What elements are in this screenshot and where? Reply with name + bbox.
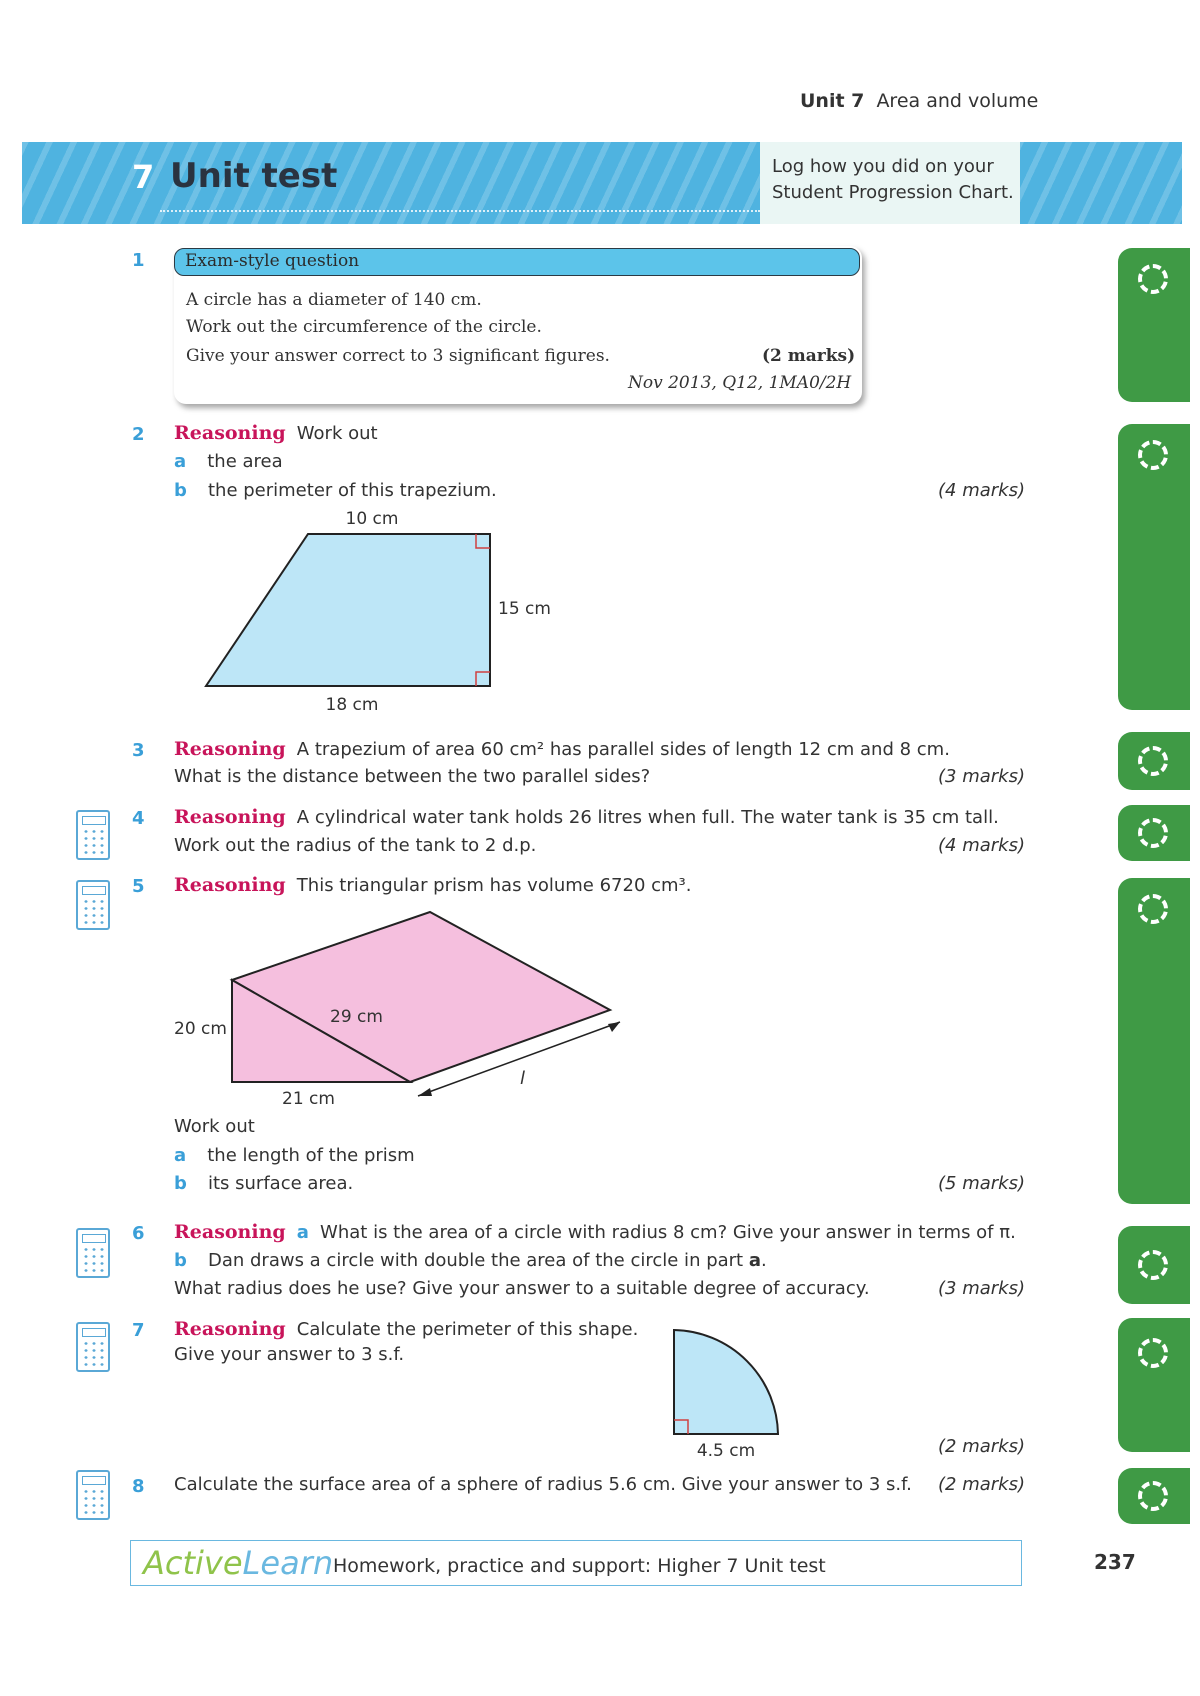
- q6-marks: (3 marks): [938, 1278, 1025, 1299]
- prism-diagram: [170, 904, 640, 1114]
- part-text: the perimeter of this trapezium.: [207, 480, 497, 501]
- side-tab-q2: [1118, 424, 1190, 710]
- q4-stem: [174, 806, 999, 828]
- q2-marks: (4 marks): [938, 480, 1025, 501]
- q5-work-out: Work out: [174, 1116, 255, 1137]
- q1-line1: A circle has a diameter of 140 cm.: [186, 290, 482, 310]
- part-label: a: [296, 1222, 309, 1243]
- top-length-label: 10 cm: [345, 509, 399, 529]
- q5-marks: (5 marks): [938, 1173, 1025, 1194]
- exam-box-title: Exam-style question: [174, 248, 860, 276]
- part-text: Dan draws a circle with double the area of the circle in part: [207, 1250, 749, 1271]
- q2-part-a: [174, 451, 283, 472]
- activelearn-logo: [143, 1544, 333, 1582]
- q7-stem: [174, 1318, 638, 1340]
- q4-line1: A cylindrical water tank holds 26 litres when full. The water tank is 35 cm tall.: [296, 807, 999, 828]
- page-number: 237: [1094, 1550, 1136, 1574]
- q1-line2: Work out the circumference of the circle.: [186, 317, 542, 337]
- side-length-label: 15 cm: [498, 599, 551, 619]
- progression-note: [760, 142, 1020, 224]
- q4-marks: (4 marks): [938, 835, 1025, 856]
- page-title: Unit test: [170, 156, 338, 196]
- unit-label: Unit 7: [800, 90, 865, 112]
- q5-part-a: [174, 1145, 415, 1166]
- q7-marks: (2 marks): [938, 1436, 1025, 1457]
- q1-line3: Give your answer correct to 3 significant figures.: [186, 346, 610, 366]
- activelearn-text: Homework, practice and support: Higher 7 Unit test: [333, 1555, 826, 1577]
- reasoning-label: Reasoning: [174, 806, 286, 828]
- progress-wheel-icon: [1138, 746, 1168, 776]
- base-label: 21 cm: [282, 1089, 335, 1109]
- side-tab-q3: [1118, 732, 1190, 790]
- trapezium-shape: [206, 534, 490, 686]
- q5-part-b: [174, 1173, 353, 1194]
- side-tab-q1: [1118, 248, 1190, 402]
- q3-stem: [174, 738, 950, 760]
- part-ref: a: [748, 1250, 761, 1271]
- unit-title: Area and volume: [876, 90, 1039, 112]
- part-label: b: [174, 1250, 187, 1271]
- part-text: the length of the prism: [207, 1145, 415, 1166]
- radius-label: 4.5 cm: [696, 1441, 756, 1461]
- q3-line2: What is the distance between the two parallel sides?: [174, 766, 651, 787]
- q1-source: Nov 2013, Q12, 1MA0/2H: [628, 373, 852, 393]
- question-number: 6: [132, 1223, 145, 1244]
- q7-line2: Give your answer to 3 s.f.: [174, 1344, 405, 1365]
- question-number: 1: [132, 250, 145, 271]
- q3-line1: A trapezium of area 60 cm² has parallel sides of length 12 cm and 8 cm.: [296, 739, 950, 760]
- question-number: 2: [132, 424, 145, 445]
- side-tab-q6: [1118, 1226, 1190, 1304]
- side-tab-q5: [1118, 878, 1190, 1204]
- q8-marks: (2 marks): [938, 1474, 1025, 1495]
- progress-wheel-icon: [1138, 818, 1168, 848]
- progress-wheel-icon: [1138, 1250, 1168, 1280]
- question-number: 7: [132, 1320, 145, 1341]
- part-label: a: [174, 1145, 187, 1166]
- logo-part-learn: Learn: [242, 1544, 334, 1582]
- progress-wheel-icon: [1138, 1481, 1168, 1511]
- reasoning-label: Reasoning: [174, 874, 286, 896]
- arrow-head: [418, 1088, 432, 1096]
- banner-divider: [160, 210, 760, 212]
- side-tab-q8: [1118, 1468, 1190, 1524]
- calculator-icon: [76, 810, 110, 860]
- calculator-icon: [76, 880, 110, 930]
- part-text: its surface area.: [207, 1173, 354, 1194]
- q5-stem: [174, 874, 692, 896]
- q1-marks: (2 marks): [762, 346, 856, 366]
- q6-part-a: [174, 1221, 1016, 1243]
- q2-stem: [174, 422, 378, 444]
- reasoning-label: Reasoning: [174, 1318, 286, 1340]
- calculator-icon: [76, 1322, 110, 1372]
- bottom-length-label: 18 cm: [325, 695, 379, 715]
- progression-note-line1: Log how you did on your: [772, 156, 994, 177]
- height-label: 20 cm: [174, 1019, 227, 1039]
- calculator-icon: [76, 1228, 110, 1278]
- logo-part-active: Active: [143, 1544, 243, 1582]
- arrow-head: [608, 1022, 620, 1032]
- reasoning-label: Reasoning: [174, 422, 286, 444]
- progress-wheel-icon: [1138, 264, 1168, 294]
- unit-number: 7: [132, 158, 155, 196]
- part-end: .: [760, 1250, 767, 1271]
- q4-line2: Work out the radius of the tank to 2 d.p.: [174, 835, 537, 856]
- q2-text: Work out: [296, 423, 378, 444]
- q8-line1: Calculate the surface area of a sphere of radius 5.6 cm. Give your answer to 3 s.f.: [174, 1474, 912, 1495]
- question-number: 3: [132, 740, 145, 761]
- part-label: b: [174, 1173, 187, 1194]
- question-number: 4: [132, 808, 145, 829]
- length-label: l: [520, 1068, 526, 1089]
- part-text: What is the area of a circle with radius 8 cm? Give your answer in terms of π.: [320, 1222, 1016, 1243]
- calculator-icon: [76, 1470, 110, 1520]
- progression-note-line2: Student Progression Chart.: [772, 182, 1014, 203]
- progress-wheel-icon: [1138, 894, 1168, 924]
- question-number: 8: [132, 1476, 145, 1497]
- quarter-circle-shape: [674, 1330, 778, 1434]
- quarter-circle-diagram: [666, 1322, 796, 1462]
- q3-marks: (3 marks): [938, 766, 1025, 787]
- question-number: 5: [132, 876, 145, 897]
- reasoning-label: Reasoning: [174, 1221, 286, 1243]
- reasoning-label: Reasoning: [174, 738, 286, 760]
- progress-wheel-icon: [1138, 440, 1168, 470]
- q6-line3: What radius does he use? Give your answer to a suitable degree of accuracy.: [174, 1278, 870, 1299]
- side-tab-q7: [1118, 1318, 1190, 1452]
- part-label: b: [174, 480, 187, 501]
- part-text: the area: [207, 451, 283, 472]
- slant-label: 29 cm: [330, 1007, 383, 1027]
- part-label: a: [174, 451, 187, 472]
- side-tab-q4: [1118, 805, 1190, 861]
- q6-part-b: [174, 1250, 767, 1271]
- q7-line1: Calculate the perimeter of this shape.: [296, 1319, 639, 1340]
- trapezium-diagram: [190, 500, 570, 720]
- unit-header: [800, 90, 1038, 112]
- progress-wheel-icon: [1138, 1338, 1168, 1368]
- q2-part-b: [174, 480, 497, 501]
- q5-text: This triangular prism has volume 6720 cm³.: [296, 875, 692, 896]
